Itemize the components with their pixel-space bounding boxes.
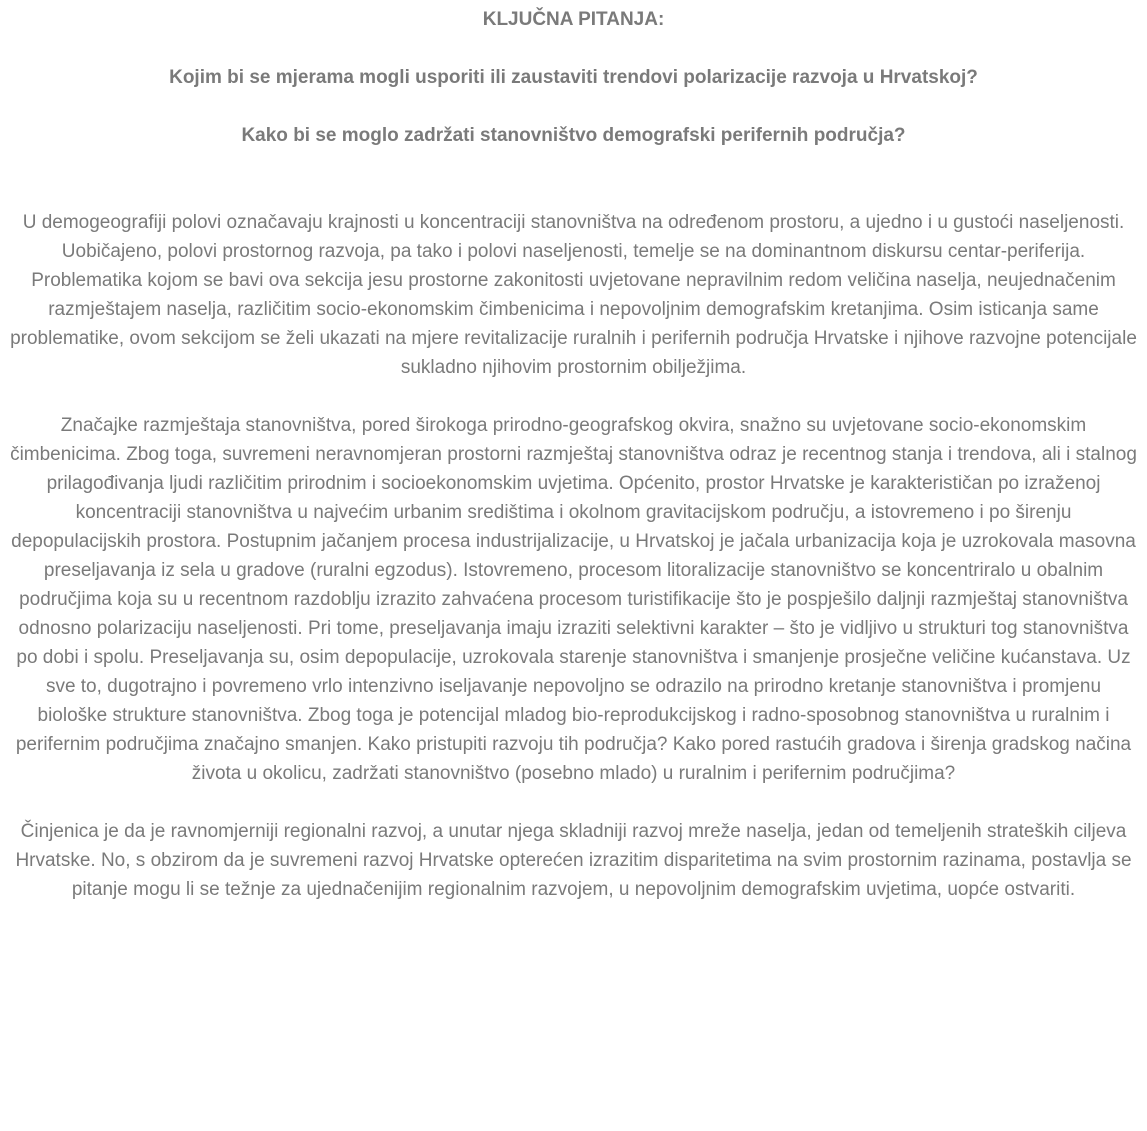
paragraph-population-distribution: Značajke razmještaja stanovništva, pored širokoga prirodno-geografskog okvira, snažno su uvjetovane socio-ekonomskim čimbenicima. Zbog toga, suvremeni neravnomjeran prostorni razmještaj stanovništva odraz je recentnog stanja i trendova, ali i stalnog prilagođivanja ljudi različitim prirodnim i socioekonomskim uvjetima. Općenito, prostor Hrvatske je karakterističan po izraženoj koncentraciji stanovništva u najvećim urbanim središtima i okolnom gravitacijskom području, a istovremeno i po širenju depopulacijskih prostora. Postupnim jačanjem procesa industrijalizacije, u Hrvatskoj je jačala urbanizacija koja je uzrokovala masovna preseljavanja iz sela u gradove (ruralni egzodus). Istovremeno, procesom litoralizacije stanovništvo se koncentriralo u obalnim područjima koja su u recentnom razdoblju izrazito zahvaćena procesom turistifikacije što je pospješilo daljnji razmještaj stanovništva odnosno polarizaciju naseljenosti. Pri tome, preseljavanja imaju izraziti selektivni karakter – što je vidljivo u strukturi tog stanovništva po dobi i spolu. Preseljavanja su, osim depopulacije, uzrokovala starenje stanovništva i smanjenje prosječne veličine kućanstava. Uz sve to, dugotrajno i povremeno vrlo intenzivno iseljavanje nepovoljno se odrazilo na prirodno kretanje stanovništva i promjenu biološke strukture stanovništva. Zbog toga je potencijal mladog bio-reprodukcijskog i radno-sposobnog stanovništva u ruralnim i perifernim područjima značajno smanjen. Kako pristupiti razvoju tih područja? Kako pored rastućih gradova i širenja gradskog načina života u okolicu, zadržati stanovništvo (posebno mlado) u ruralnim i perifernim područjima? — [10, 415, 1137, 784]
document-heading: KLJUČNA PITANJA: — [482, 9, 665, 30]
key-question-2: Kako bi se moglo zadržati stanovništvo demografski perifernih područja? — [241, 125, 906, 146]
key-question-1: Kojim bi se mjerama mogli usporiti ili zaustaviti trendovi polarizacije razvoja u Hrvatskoj? — [169, 67, 978, 88]
paragraph-demogeography: U demogeografiji polovi označavaju krajnosti u koncentraciji stanovništva na određenom prostoru, a ujedno i u gustoći naseljenosti. Uobičajeno, polovi prostornog razvoja, pa tako i polovi naseljenosti, temelje se na dominantnom diskursu centar-periferija. Problematika kojom se bavi ova sekcija jesu prostorne zakonitosti uvjetovane nepravilnim redom veličina naselja, neujednačenim razmještajem naselja, različitim socio-ekonomskim čimbenicima i nepovoljnim demografskim kretanjima. Osim isticanja same problematike, ovom sekcijom se želi ukazati na mjere revitalizacije ruralnih i perifernih područja Hrvatske i njihove razvojne potencijale sukladno njihovim prostornim obilježjima. — [10, 212, 1137, 378]
paragraph-regional-development: Činjenica je da je ravnomjerniji regionalni razvoj, a unutar njega skladniji razvoj mreže naselja, jedan od temeljenih strateških ciljeva Hrvatske. No, s obzirom da je suvremeni razvoj Hrvatske opterećen izrazitim disparitetima na svim prostornim razinama, postavlja se pitanje mogu li se težnje za ujednačenijim regionalnim razvojem, u nepovoljnim demografskim uvjetima, uopće ostvariti. — [15, 821, 1132, 900]
